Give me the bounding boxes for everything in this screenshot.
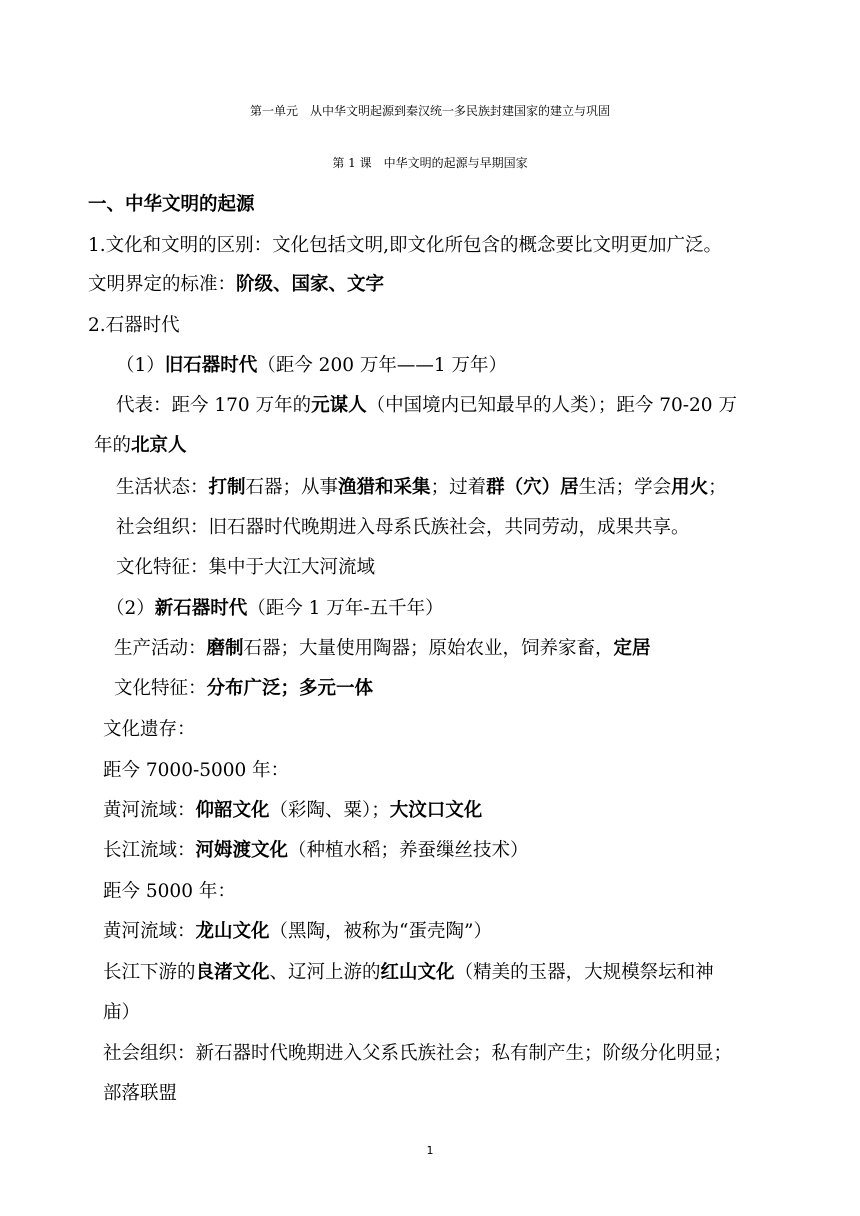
paragraph: 社会组织：新石器时代晚期进入父系氏族社会；私有制产生；阶级分化明显； [103, 1043, 733, 1064]
paragraph: 年的北京人 [94, 435, 187, 456]
paragraph: 距今 7000-5000 年： [103, 760, 290, 781]
paragraph: 庙） [103, 1002, 141, 1023]
paragraph: 社会组织：旧石器时代晚期进入母系氏族社会，共同劳动，成果共享。 [116, 517, 690, 538]
paragraph: 1.文化和文明的区别：文化包括文明,即文化所包含的概念要比文明更加广泛。 [88, 235, 723, 256]
page-number: 1 [426, 1144, 434, 1157]
paragraph: 代表：距今 170 万年的元谋人（中国境内已知最早的人类）；距今 70-20 万 [116, 395, 737, 416]
section-heading: 一、中华文明的起源 [88, 194, 255, 215]
paragraph: 生活状态：打制石器；从事渔猎和采集；过着群（穴）居生活；学会用火； [116, 477, 727, 498]
subheading: （1）旧石器时代（距今 200 万年——1 万年） [116, 355, 508, 376]
paragraph: 生产活动：磨制石器；大量使用陶器；原始农业，饲养家畜，定居 [114, 638, 651, 659]
paragraph: 长江下游的良渚文化、辽河上游的红山文化（精美的玉器，大规模祭坛和神 [103, 962, 714, 983]
paragraph: 文化特征：分布广泛；多元一体 [114, 678, 374, 699]
paragraph: 文明界定的标准：阶级、国家、文字 [88, 274, 385, 295]
paragraph: 距今 5000 年： [103, 881, 236, 902]
paragraph: 黄河流域：仰韶文化（彩陶、粟）；大汶口文化 [103, 800, 483, 821]
paragraph: 文化特征：集中于大江大河流域 [116, 557, 376, 578]
paragraph: 2.石器时代 [88, 315, 180, 336]
unit-title: 第一单元 从中华文明起源到秦汉统一多民族封建国家的建立与巩固 [249, 104, 610, 118]
lesson-title: 第 1 课 中华文明的起源与早期国家 [332, 156, 528, 170]
subheading: （2）新石器时代（距今 1 万年-五千年） [106, 598, 444, 619]
paragraph: 部落联盟 [103, 1083, 178, 1104]
paragraph: 长江流域：河姆渡文化（种植水稻；养蚕缫丝技术） [103, 840, 529, 861]
paragraph: 黄河流域：龙山文化（黑陶，被称为“蛋壳陶”） [103, 921, 492, 942]
paragraph: 文化遗存： [103, 719, 196, 740]
